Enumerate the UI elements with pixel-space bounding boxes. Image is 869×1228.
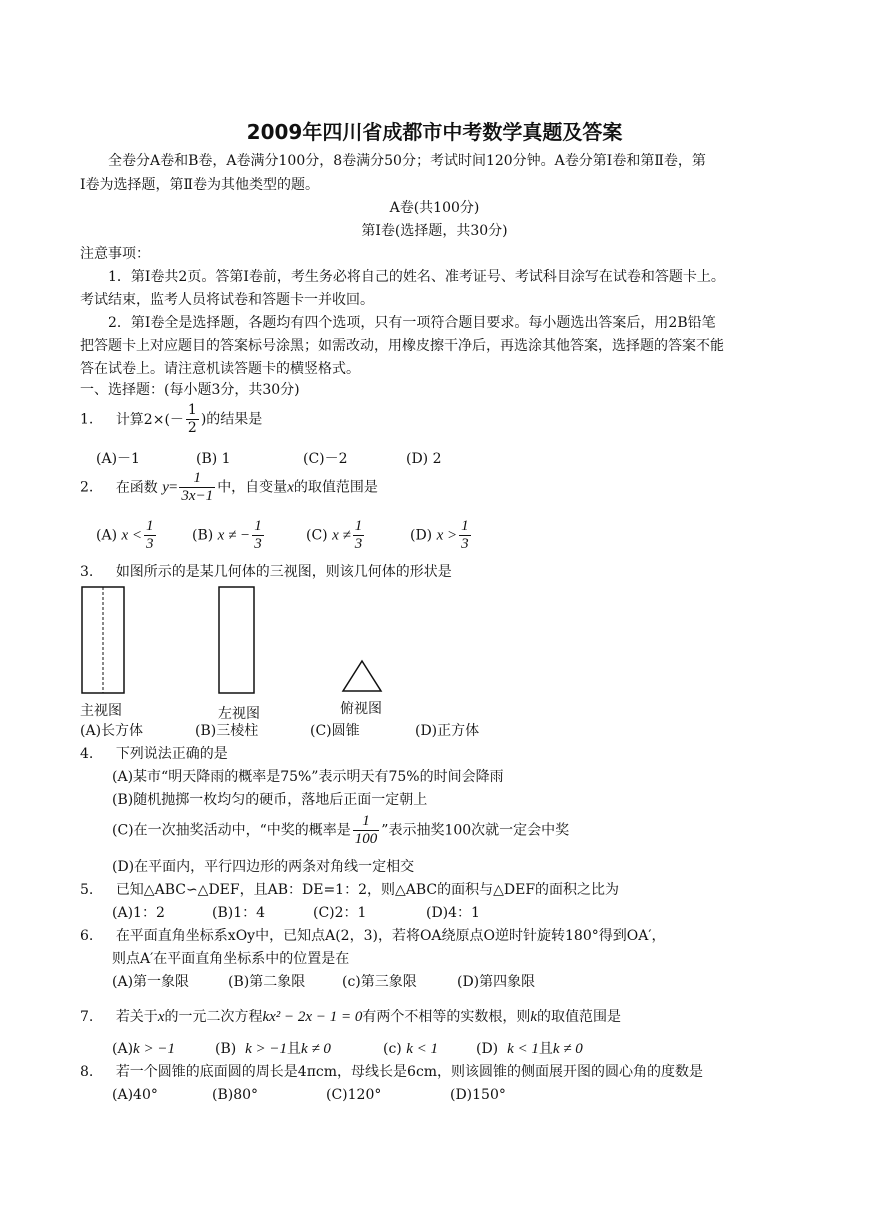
option-text: ”表示抽奖100次就一定会中奖	[381, 822, 570, 839]
question-text: 中，自变量	[217, 479, 288, 496]
option-a: (A)某市“明天降雨的概率是75%”表示明天有75%的时间会降雨	[112, 769, 504, 785]
front-view-label: 主视图	[80, 703, 122, 719]
side-view-label: 左视图	[218, 706, 260, 722]
fraction-denominator: 3	[146, 536, 154, 552]
option-d: (D)4：1	[426, 905, 480, 921]
option-label: (c)	[383, 1041, 402, 1057]
top-view-label: 俯视图	[340, 701, 382, 717]
fraction-numerator: 1	[187, 402, 197, 418]
fraction-numerator: 1	[354, 518, 363, 534]
option-b: (B)1：4	[212, 905, 266, 921]
notice-line-5: 答在试卷上。请注意机读答题卡的横竖格式。	[80, 361, 360, 377]
question-text: 在函数	[115, 479, 158, 496]
fraction-denominator: 2	[187, 420, 197, 436]
notice-title: 注意事项：	[80, 246, 150, 262]
question-text: 下列说法正确的是	[115, 746, 228, 762]
question-number: 8.	[80, 1064, 94, 1080]
option-a: (A)长方体	[80, 723, 144, 739]
math-symbol: =	[168, 479, 178, 496]
option-label: (B)	[192, 527, 214, 544]
option-label: (A)	[96, 527, 118, 544]
question-6	[80, 927, 666, 945]
option-c	[112, 813, 569, 848]
option-a: (A)第一象限	[112, 974, 190, 990]
option-d: (D)150°	[450, 1087, 506, 1103]
question-2	[80, 470, 378, 505]
option-b: (B)第二象限	[228, 974, 306, 990]
fraction-numerator: 1	[461, 518, 469, 534]
question-text: 的取值范围是	[293, 479, 378, 496]
option-b	[192, 518, 266, 553]
math-expr: x ≠ −	[217, 527, 251, 544]
question-4	[80, 745, 228, 763]
question-1	[80, 402, 262, 437]
fraction-denominator: 100	[354, 831, 378, 847]
option-text: 且	[287, 1041, 302, 1057]
option-text: (C)在一次抽奖活动中，“中奖的概率是	[112, 822, 351, 839]
fraction	[353, 518, 365, 553]
notice-line-4: 把答题卡上对应题目的答案标号涂黑；如需改动，用橡皮擦干净后，再选涂其他答案，选择题的答案不能	[80, 338, 724, 354]
option-label: (D)	[476, 1041, 499, 1057]
option-b	[215, 1040, 331, 1058]
three-views-figure	[78, 585, 408, 700]
fraction	[186, 402, 199, 437]
math-expr: k < 1	[507, 1041, 539, 1057]
option-a: (A)1：2	[112, 905, 165, 921]
question-text: 若关于	[115, 1009, 158, 1025]
fraction-denominator: 3	[254, 536, 262, 552]
question-number: 4.	[80, 746, 94, 762]
notice-line-2: 考试结束，监考人员将试卷和答题卡一并收回。	[80, 292, 374, 308]
option-b: (B)80°	[212, 1087, 259, 1103]
option-c	[306, 518, 366, 553]
math-expr: k > −1	[245, 1041, 288, 1057]
section-heading: 一、选择题：(每小题3分，共30分)	[80, 382, 300, 398]
option-label: (D)	[410, 527, 433, 544]
option-d: (D)第四象限	[457, 974, 536, 990]
option-d: (D) 2	[406, 451, 442, 467]
option-c: (c)第三象限	[342, 974, 417, 990]
fraction	[252, 518, 264, 553]
fraction-numerator: 1	[146, 518, 154, 534]
math-var: y	[162, 479, 169, 496]
notice-line-1: 1．第Ⅰ卷共2页。答第Ⅰ卷前，考生务必将自己的姓名、准考证号、考试科目涂写在试卷和答题卡上。	[108, 269, 725, 285]
paper-a-heading: A卷(共100分)	[389, 200, 480, 216]
option-text: 且	[538, 1041, 553, 1057]
option-a: (A)40°	[112, 1087, 158, 1103]
math-equation: kx² − 2x − 1 = 0	[262, 1009, 363, 1025]
option-c: (C)－2	[303, 451, 348, 467]
part1-heading: 第Ⅰ卷(选择题，共30分)	[361, 223, 508, 239]
fraction	[179, 470, 215, 505]
math-expr: x ≠	[332, 527, 351, 544]
intro-line-1: 全卷分A卷和B卷，A卷满分100分，8卷满分50分；考试时间120分钟。A卷分第Ⅰ卷和第Ⅱ卷，第	[108, 153, 706, 169]
question-number: 2.	[80, 479, 94, 496]
question-number: 5.	[80, 882, 94, 898]
question-7	[80, 1008, 621, 1026]
question-text: 已知△ABC∽△DEF，且AB：DE=1：2，则△ABC的面积与△DEF的面积之比为	[115, 882, 620, 898]
math-expr: k ≠ 0	[301, 1041, 331, 1057]
fraction	[144, 518, 156, 553]
math-expr: x >	[436, 527, 458, 544]
math-expr: k < 1	[406, 1041, 438, 1057]
fraction-denominator: 3	[461, 536, 469, 552]
math-var: x	[287, 479, 294, 496]
option-label: (A)	[112, 1041, 134, 1057]
fraction	[353, 813, 380, 848]
fraction-denominator: 3x−1	[181, 488, 214, 504]
question-text: 在平面直角坐标系xOy中，已知点A(2，3)，若将OA绕原点O逆时针旋转180°得到OA′，	[115, 928, 666, 944]
option-label: (C)	[306, 527, 328, 544]
question-text: 的取值范围是	[537, 1009, 621, 1025]
question-text: 有两个不相等的实数根，则	[362, 1009, 531, 1025]
math-var: x	[157, 1009, 165, 1025]
option-b: (B)随机抛掷一枚均匀的硬币，落地后正面一定朝上	[112, 792, 428, 808]
fraction	[459, 518, 471, 553]
question-text: 如图所示的是某几何体的三视图，则该几何体的形状是	[115, 564, 452, 580]
question-text: 的一元二次方程	[164, 1009, 263, 1025]
option-b: (B)三棱柱	[195, 723, 259, 739]
option-d	[410, 518, 473, 553]
notice-line-3: 2．第Ⅰ卷全是选择题，各题均有四个选项，只有一项符合题目要求。每小题选出答案后，用2B铅笔	[108, 315, 716, 331]
math-var: k	[530, 1009, 537, 1025]
question-8	[80, 1063, 703, 1081]
question-text: )的结果是	[200, 411, 263, 428]
option-d: (D)在平面内，平行四边形的两条对角线一定相交	[112, 859, 415, 875]
math-expr: x <	[121, 527, 143, 544]
intro-line-2: Ⅰ卷为选择题，第Ⅱ卷为其他类型的题。	[80, 177, 320, 193]
math-expr: k > −1	[133, 1041, 175, 1057]
question-text: 计算2×(－	[115, 411, 184, 428]
option-a	[96, 518, 158, 553]
fraction-numerator: 1	[179, 470, 215, 488]
option-d: (D)正方体	[415, 723, 480, 739]
side-view-rect	[219, 587, 254, 693]
question-5	[80, 881, 619, 899]
option-c: (C)120°	[326, 1087, 382, 1103]
question-number: 1.	[80, 411, 94, 428]
option-c: (C)2：1	[313, 905, 367, 921]
page-title: 2009年四川省成都市中考数学真题及答案	[246, 120, 623, 144]
option-d	[476, 1040, 583, 1058]
question-6-continued: 则点A′在平面直角坐标系中的位置是在	[112, 951, 350, 967]
option-b: (B) 1	[196, 451, 231, 467]
option-a	[112, 1040, 175, 1058]
top-view-triangle	[343, 661, 381, 691]
math-expr: k ≠ 0	[552, 1041, 583, 1057]
fraction-numerator: 1	[353, 813, 380, 831]
question-number: 3.	[80, 564, 94, 580]
fraction-denominator: 3	[354, 536, 363, 552]
option-c: (C)圆锥	[310, 723, 360, 739]
question-number: 7.	[80, 1009, 94, 1025]
question-3	[80, 563, 452, 581]
option-label: (B)	[215, 1041, 237, 1057]
question-number: 6.	[80, 928, 94, 944]
option-a: (A)－1	[96, 451, 140, 467]
question-text: 若一个圆锥的底面圆的周长是4πcm，母线长是6cm，则该圆锥的侧面展开图的圆心角的度数是	[115, 1064, 704, 1080]
option-c	[383, 1040, 438, 1058]
fraction-numerator: 1	[254, 518, 262, 534]
